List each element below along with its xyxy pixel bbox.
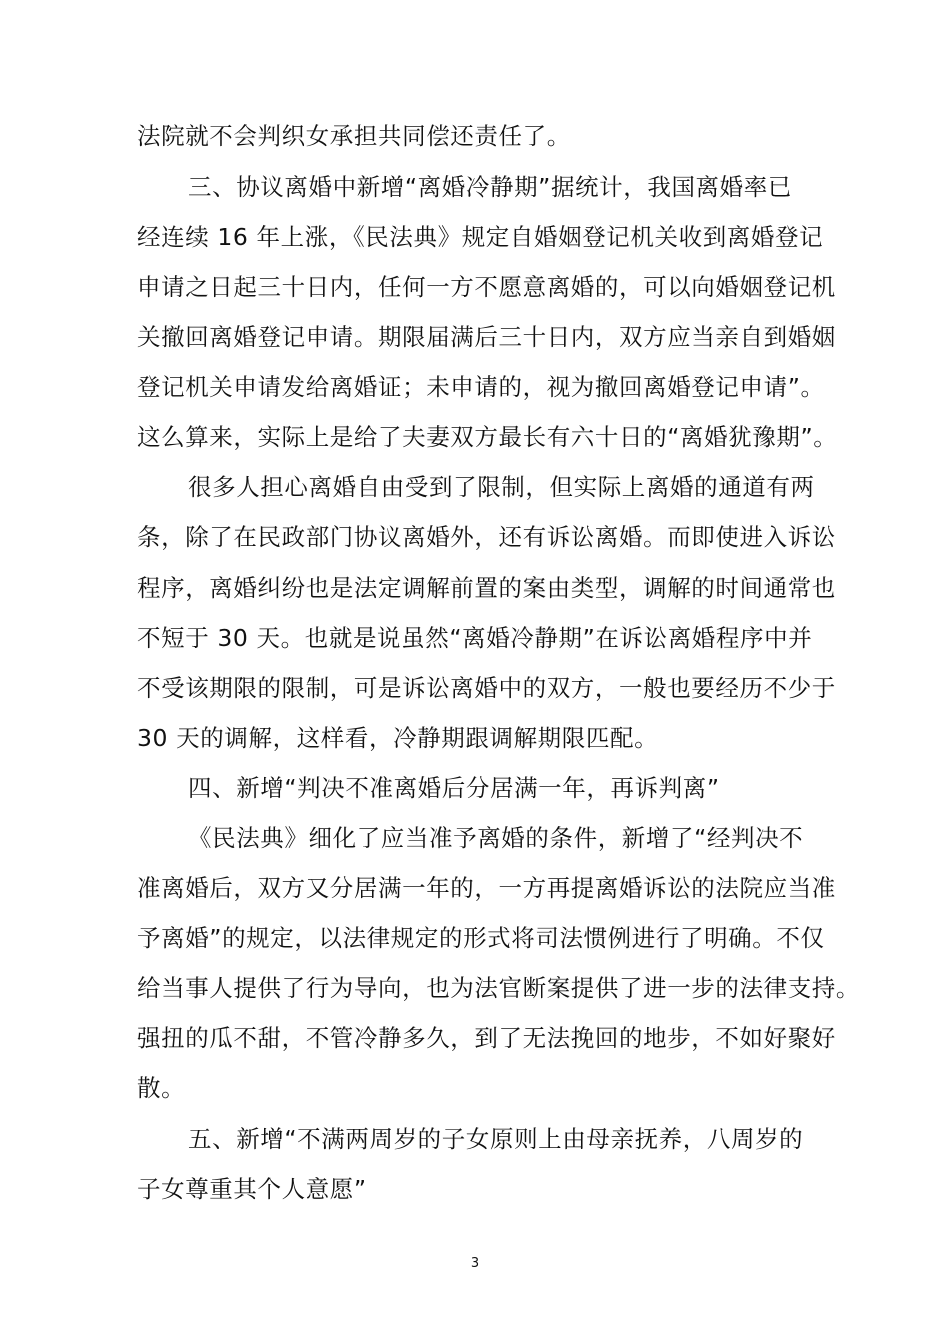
paragraph-start: 很多人担心离婚自由受到了限制，但实际上离婚的通道有两 (188, 473, 815, 501)
text-line: 不短于 30 天。也就是说虽然“离婚冷静期”在诉讼离婚程序中并 (137, 624, 813, 652)
text-line: 强扭的瓜不甜，不管冷静多久，到了无法挽回的地步，不如好聚好 (137, 1024, 836, 1052)
text-line: 登记机关申请发给离婚证；未申请的，视为撤回离婚登记申请”。 (137, 373, 825, 401)
text-line: 不受该期限的限制，可是诉讼离婚中的双方，一般也要经历不少于 (137, 674, 836, 702)
paragraph-start: 《民法典》细化了应当准予离婚的条件，新增了“经判决不 (188, 824, 804, 852)
text-line: 散。 (137, 1074, 186, 1102)
section-heading-4: 四、新增“判决不准离婚后分居满一年，再诉判离” (188, 774, 720, 802)
text-line: 准离婚后，双方又分居满一年的，一方再提离婚诉讼的法院应当准 (137, 874, 836, 902)
text-line: 条，除了在民政部门协议离婚外，还有诉讼离婚。而即使进入诉讼 (137, 523, 836, 551)
text-line: 给当事人提供了行为导向，也为法官断案提供了进一步的法律支持。 (137, 974, 860, 1002)
text-line: 程序，离婚纠纷也是法定调解前置的案由类型，调解的时间通常也 (137, 574, 836, 602)
section-heading-3: 三、协议离婚中新增“离婚冷静期”据统计，我国离婚率已 (188, 173, 792, 201)
text-line: 子女尊重其个人意愿” (137, 1175, 367, 1203)
text-line: 申请之日起三十日内，任何一方不愿意离婚的，可以向婚姻登记机 (137, 273, 836, 301)
text-line: 关撤回离婚登记申请。期限届满后三十日内，双方应当亲自到婚姻 (137, 323, 836, 351)
text-line: 予离婚”的规定，以法律规定的形式将司法惯例进行了明确。不仅 (137, 924, 825, 952)
text-line: 经连续 16 年上涨，《民法典》规定自婚姻登记机关收到离婚登记 (137, 223, 824, 251)
text-line: 这么算来，实际上是给了夫妻双方最长有六十日的“离婚犹豫期”。 (137, 423, 838, 451)
section-heading-5: 五、新增“不满两周岁的子女原则上由母亲抚养，八周岁的 (188, 1125, 804, 1153)
text-line: 法院就不会判织女承担共同偿还责任了。 (137, 122, 571, 150)
text-line: 30 天的调解，这样看，冷静期跟调解期限匹配。 (137, 724, 659, 752)
page-number: 3 (470, 1256, 480, 1271)
